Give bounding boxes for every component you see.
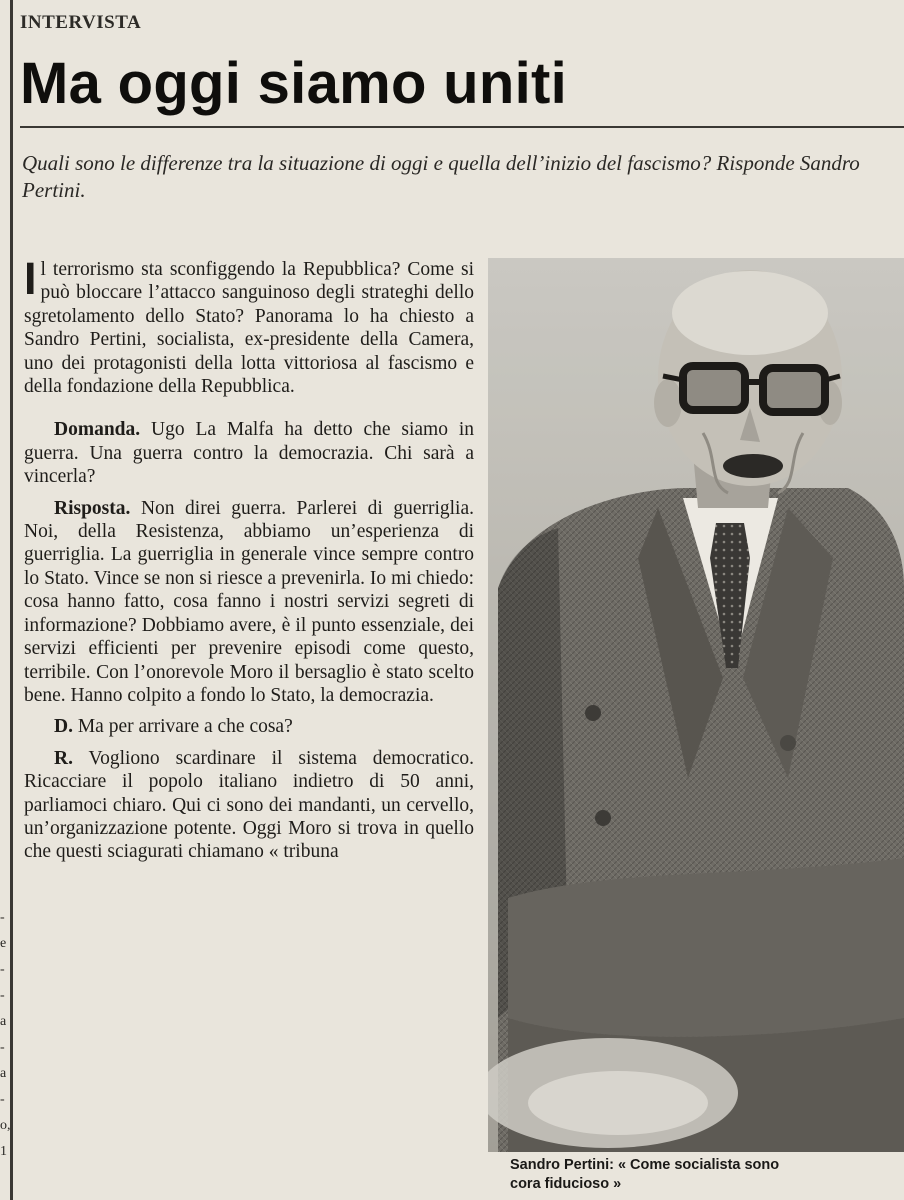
edge-fragment: - <box>0 962 5 977</box>
edge-fragment: a <box>0 1066 7 1081</box>
qa-lead: Risposta. <box>54 497 131 519</box>
edge-fragment: 1 <box>0 1144 7 1159</box>
qa-lead: D. <box>54 716 73 738</box>
caption-line: cora fiducioso » <box>510 1176 622 1192</box>
article-body <box>24 253 475 872</box>
qa-text: Ugo La Malfa ha detto che siamo in guerra. Una guerra contro la democrazia. Chi sarà a vincerla? <box>24 419 474 488</box>
adjacent-column-fragments <box>0 905 10 1165</box>
qa-lead: R. <box>54 747 73 769</box>
qa-lead: Domanda. <box>54 419 141 441</box>
edge-fragment: o, <box>0 1118 10 1133</box>
edge-fragment: - <box>0 1092 5 1107</box>
qa-text: Non direi guerra. Parlerei di guerriglia. Noi, della Resistenza, abbiamo un’esperienza di guerriglia. La guerriglia in generale vince sempre contro lo Stato. Vince se non si riesce a prevenirla. Io mi chiedo: cosa hanno fatto, cosa fanno i nostri servizi segreti di informazione? Dobbiamo avere, è il punto essenziale, dei servizi efficienti per prevenire episodi come questo, terribile. Con l’onorevole Moro il bersaglio è stato scelto bene. Hanno colpito a fondo lo Stato, la democrazia. <box>24 497 475 706</box>
left-column-rule <box>10 0 13 1200</box>
edge-fragment: e <box>0 936 7 951</box>
qa-paragraph <box>24 715 474 738</box>
portrait-illustration <box>488 258 904 1152</box>
headline: Ma oggi siamo uniti <box>20 51 568 116</box>
qa-paragraph <box>24 418 474 488</box>
qa-text: Ma per arrivare a che cosa? <box>77 716 293 738</box>
headline-rule <box>20 126 904 128</box>
photo-caption <box>510 1156 904 1194</box>
edge-fragment: - <box>0 1040 5 1055</box>
qa-text: Vogliono scardinare il sistema democratico. Ricacciare il popolo italiano indietro di 50 anni, parliamoci chiaro. Qui ci sono dei mandanti, un cervello, un’organizzazione potente. Oggi Moro si trova in quello che questi sciagurati chiamano « tribuna <box>24 747 474 863</box>
edge-fragment: - <box>0 988 5 1003</box>
intro-text: l terrorismo sta sconfiggendo la Repubblica? Come si può bloccare l’attacco sanguinoso degli strateghi dello sgretolamento dello Stato? Panorama lo ha chiesto a Sandro Pertini, socialista, ex-presidente della Camera, uno dei protagonisti della lotta vittoriosa al fascismo e della fondazione della Repubblica. <box>24 259 474 398</box>
drop-cap: I <box>24 253 37 304</box>
qa-paragraph <box>24 747 474 864</box>
section-label: INTERVISTA <box>20 12 142 33</box>
intro-paragraph <box>24 253 474 398</box>
edge-fragment: a <box>0 1014 7 1029</box>
qa-paragraph <box>24 497 474 708</box>
portrait-photo <box>488 258 904 1152</box>
edge-fragment: - <box>0 910 5 925</box>
caption-line: Sandro Pertini: « Come socialista sono <box>510 1157 780 1173</box>
standfirst: Quali sono le differenze tra la situazione di oggi e quella dell’inizio del fascismo? Risponde Sandro Pertini. <box>22 151 860 202</box>
